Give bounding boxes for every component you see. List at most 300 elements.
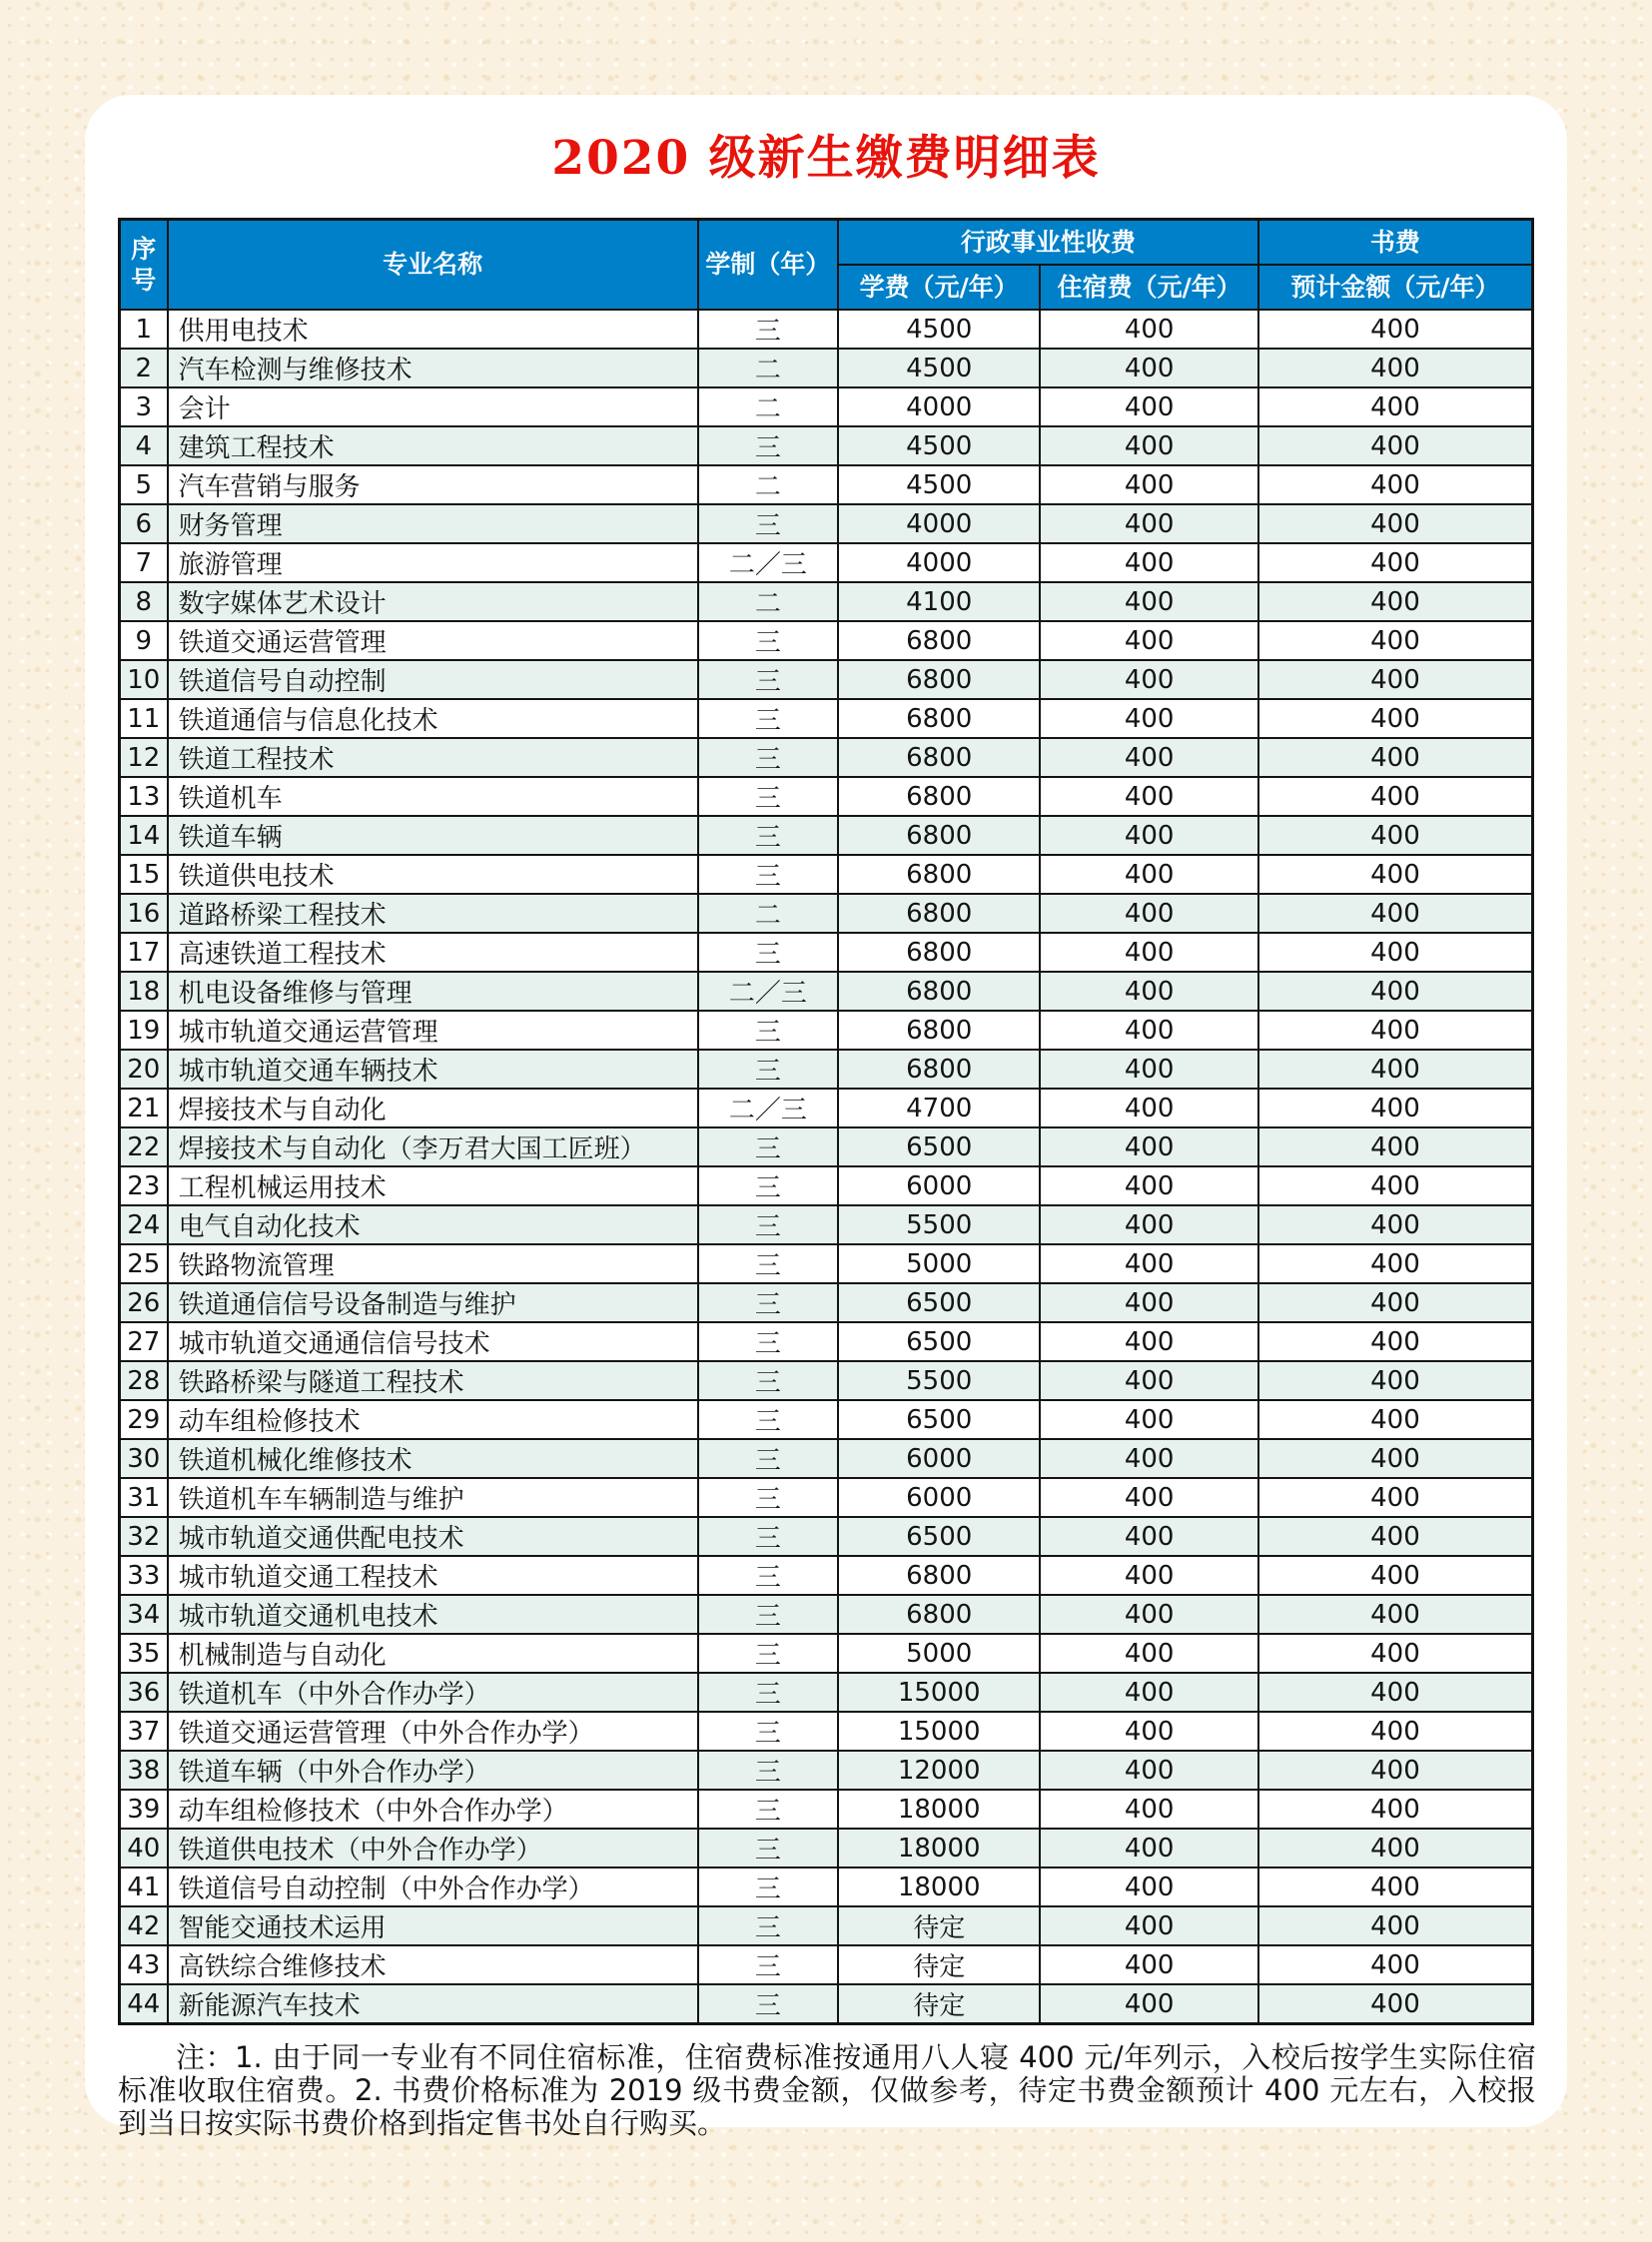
cell-duration: 三 — [698, 933, 838, 972]
cell-major: 数字媒体艺术设计 — [168, 582, 698, 621]
cell-book-estimate: 400 — [1258, 1050, 1533, 1089]
cell-duration: 三 — [698, 1984, 838, 2024]
cell-duration: 三 — [698, 1439, 838, 1478]
page-title: 2020 级新生缴费明细表 — [551, 131, 1101, 186]
cell-tuition: 6500 — [838, 1322, 1040, 1361]
cell-major: 高铁综合维修技术 — [168, 1945, 698, 1984]
cell-index: 11 — [120, 699, 168, 738]
fee-table-header — [120, 220, 1533, 311]
cell-major: 城市轨道交通供配电技术 — [168, 1517, 698, 1556]
cell-accommodation: 400 — [1040, 894, 1257, 933]
cell-book-estimate: 400 — [1258, 1673, 1533, 1712]
table-row — [120, 1361, 1533, 1400]
cell-major: 铁路物流管理 — [168, 1244, 698, 1283]
cell-index: 20 — [120, 1050, 168, 1089]
cell-tuition: 18000 — [838, 1868, 1040, 1906]
cell-book-estimate: 400 — [1258, 465, 1533, 504]
cell-index: 8 — [120, 582, 168, 621]
cell-index: 32 — [120, 1517, 168, 1556]
cell-book-estimate: 400 — [1258, 1439, 1533, 1478]
cell-index: 21 — [120, 1089, 168, 1127]
cell-duration: 三 — [698, 816, 838, 855]
cell-book-estimate: 400 — [1258, 1089, 1533, 1127]
cell-duration: 三 — [698, 1673, 838, 1712]
cell-major: 汽车检测与维修技术 — [168, 349, 698, 387]
cell-accommodation: 400 — [1040, 933, 1257, 972]
header-tuition: 学费（元/年） — [838, 265, 1040, 310]
cell-index: 16 — [120, 894, 168, 933]
table-row — [120, 1634, 1533, 1673]
cell-duration: 三 — [698, 426, 838, 465]
cell-major: 城市轨道交通机电技术 — [168, 1595, 698, 1634]
cell-index: 36 — [120, 1673, 168, 1712]
cell-accommodation: 400 — [1040, 699, 1257, 738]
cell-book-estimate: 400 — [1258, 1595, 1533, 1634]
cell-major: 会计 — [168, 387, 698, 426]
table-row — [120, 1868, 1533, 1906]
cell-major: 铁道交通运营管理 — [168, 621, 698, 660]
table-row — [120, 894, 1533, 933]
table-row — [120, 504, 1533, 543]
table-row — [120, 1595, 1533, 1634]
table-row — [120, 1790, 1533, 1829]
cell-major: 焊接技术与自动化（李万君大国工匠班） — [168, 1127, 698, 1166]
cell-tuition: 6500 — [838, 1283, 1040, 1322]
cell-duration: 三 — [698, 1751, 838, 1790]
cell-index: 1 — [120, 310, 168, 349]
cell-tuition: 6800 — [838, 816, 1040, 855]
cell-duration: 二／三 — [698, 1089, 838, 1127]
cell-major: 机电设备维修与管理 — [168, 972, 698, 1011]
cell-accommodation: 400 — [1040, 1361, 1257, 1400]
table-row — [120, 621, 1533, 660]
table-row — [120, 349, 1533, 387]
cell-index: 29 — [120, 1400, 168, 1439]
cell-major: 新能源汽车技术 — [168, 1984, 698, 2024]
cell-accommodation: 400 — [1040, 349, 1257, 387]
cell-tuition: 6000 — [838, 1439, 1040, 1478]
cell-book-estimate: 400 — [1258, 816, 1533, 855]
cell-major: 焊接技术与自动化 — [168, 1089, 698, 1127]
cell-book-estimate: 400 — [1258, 1478, 1533, 1517]
cell-accommodation: 400 — [1040, 1868, 1257, 1906]
cell-tuition: 待定 — [838, 1945, 1040, 1984]
table-row — [120, 1906, 1533, 1945]
cell-tuition: 6000 — [838, 1166, 1040, 1205]
header-admin-fee-group: 行政事业性收费 — [838, 220, 1258, 266]
cell-major: 建筑工程技术 — [168, 426, 698, 465]
cell-accommodation: 400 — [1040, 777, 1257, 816]
cell-index: 38 — [120, 1751, 168, 1790]
cell-major: 道路桥梁工程技术 — [168, 894, 698, 933]
table-row — [120, 699, 1533, 738]
cell-tuition: 4000 — [838, 543, 1040, 582]
table-row — [120, 582, 1533, 621]
cell-major: 高速铁道工程技术 — [168, 933, 698, 972]
cell-accommodation: 400 — [1040, 1556, 1257, 1595]
cell-tuition: 4500 — [838, 465, 1040, 504]
cell-book-estimate: 400 — [1258, 1868, 1533, 1906]
cell-book-estimate: 400 — [1258, 1322, 1533, 1361]
table-row — [120, 1517, 1533, 1556]
cell-book-estimate: 400 — [1258, 1244, 1533, 1283]
table-row — [120, 660, 1533, 699]
cell-accommodation: 400 — [1040, 504, 1257, 543]
cell-index: 42 — [120, 1906, 168, 1945]
cell-accommodation: 400 — [1040, 1984, 1257, 2024]
cell-book-estimate: 400 — [1258, 933, 1533, 972]
cell-tuition: 6800 — [838, 621, 1040, 660]
table-row — [120, 426, 1533, 465]
cell-index: 15 — [120, 855, 168, 894]
cell-book-estimate: 400 — [1258, 1361, 1533, 1400]
cell-tuition: 6800 — [838, 660, 1040, 699]
cell-major: 铁道车辆（中外合作办学） — [168, 1751, 698, 1790]
cell-book-estimate: 400 — [1258, 310, 1533, 349]
cell-major: 城市轨道交通通信信号技术 — [168, 1322, 698, 1361]
fee-table — [118, 218, 1534, 2025]
header-accommodation: 住宿费（元/年） — [1040, 265, 1257, 310]
cell-tuition: 6500 — [838, 1517, 1040, 1556]
cell-book-estimate: 400 — [1258, 1712, 1533, 1751]
cell-book-estimate: 400 — [1258, 349, 1533, 387]
cell-accommodation: 400 — [1040, 1283, 1257, 1322]
cell-duration: 三 — [698, 1712, 838, 1751]
cell-tuition: 5000 — [838, 1244, 1040, 1283]
cell-duration: 三 — [698, 1050, 838, 1089]
table-row — [120, 1322, 1533, 1361]
cell-book-estimate: 400 — [1258, 1011, 1533, 1050]
cell-book-estimate: 400 — [1258, 1829, 1533, 1868]
cell-index: 22 — [120, 1127, 168, 1166]
cell-accommodation: 400 — [1040, 1205, 1257, 1244]
table-row — [120, 543, 1533, 582]
cell-tuition: 15000 — [838, 1712, 1040, 1751]
cell-duration: 三 — [698, 1906, 838, 1945]
cell-index: 35 — [120, 1634, 168, 1673]
cell-index: 28 — [120, 1361, 168, 1400]
cell-accommodation: 400 — [1040, 621, 1257, 660]
cell-duration: 三 — [698, 1244, 838, 1283]
cell-duration: 三 — [698, 777, 838, 816]
cell-duration: 三 — [698, 855, 838, 894]
cell-book-estimate: 400 — [1258, 1790, 1533, 1829]
cell-index: 44 — [120, 1984, 168, 2024]
table-row — [120, 1673, 1533, 1712]
cell-book-estimate: 400 — [1258, 1400, 1533, 1439]
cell-book-estimate: 400 — [1258, 621, 1533, 660]
cell-major: 铁道信号自动控制 — [168, 660, 698, 699]
cell-tuition: 6800 — [838, 1595, 1040, 1634]
cell-tuition: 4100 — [838, 582, 1040, 621]
cell-major: 铁道机车 — [168, 777, 698, 816]
header-index: 序号 — [120, 220, 168, 311]
cell-book-estimate: 400 — [1258, 582, 1533, 621]
cell-duration: 二 — [698, 894, 838, 933]
cell-accommodation: 400 — [1040, 1439, 1257, 1478]
cell-tuition: 6000 — [838, 1478, 1040, 1517]
table-row — [120, 855, 1533, 894]
cell-tuition: 4500 — [838, 426, 1040, 465]
table-row — [120, 1050, 1533, 1089]
cell-duration: 三 — [698, 1205, 838, 1244]
cell-major: 铁道通信与信息化技术 — [168, 699, 698, 738]
table-row — [120, 310, 1533, 349]
cell-index: 19 — [120, 1011, 168, 1050]
cell-index: 26 — [120, 1283, 168, 1322]
cell-major: 铁道交通运营管理（中外合作办学） — [168, 1712, 698, 1751]
table-row — [120, 1400, 1533, 1439]
cell-major: 铁道信号自动控制（中外合作办学） — [168, 1868, 698, 1906]
cell-accommodation: 400 — [1040, 1945, 1257, 1984]
table-row — [120, 1127, 1533, 1166]
table-row — [120, 1244, 1533, 1283]
cell-index: 12 — [120, 738, 168, 777]
cell-tuition: 6500 — [838, 1400, 1040, 1439]
table-row — [120, 1166, 1533, 1205]
cell-accommodation: 400 — [1040, 1244, 1257, 1283]
cell-accommodation: 400 — [1040, 972, 1257, 1011]
cell-index: 37 — [120, 1712, 168, 1751]
cell-major: 铁道供电技术（中外合作办学） — [168, 1829, 698, 1868]
table-row — [120, 816, 1533, 855]
cell-tuition: 6800 — [838, 972, 1040, 1011]
table-row — [120, 1478, 1533, 1517]
cell-book-estimate: 400 — [1258, 426, 1533, 465]
cell-tuition: 待定 — [838, 1906, 1040, 1945]
header-major: 专业名称 — [168, 220, 698, 311]
cell-tuition: 6800 — [838, 777, 1040, 816]
cell-accommodation: 400 — [1040, 1634, 1257, 1673]
cell-major: 铁道车辆 — [168, 816, 698, 855]
cell-tuition: 6800 — [838, 738, 1040, 777]
cell-accommodation: 400 — [1040, 387, 1257, 426]
cell-major: 汽车营销与服务 — [168, 465, 698, 504]
cell-index: 6 — [120, 504, 168, 543]
cell-duration: 三 — [698, 310, 838, 349]
cell-accommodation: 400 — [1040, 1322, 1257, 1361]
cell-index: 39 — [120, 1790, 168, 1829]
cell-duration: 三 — [698, 1127, 838, 1166]
cell-accommodation: 400 — [1040, 1089, 1257, 1127]
cell-major: 铁道机车车辆制造与维护 — [168, 1478, 698, 1517]
cell-accommodation: 400 — [1040, 1751, 1257, 1790]
cell-major: 动车组检修技术（中外合作办学） — [168, 1790, 698, 1829]
cell-book-estimate: 400 — [1258, 1984, 1533, 2024]
cell-accommodation: 400 — [1040, 1829, 1257, 1868]
cell-major: 铁路桥梁与隧道工程技术 — [168, 1361, 698, 1400]
footnote: 注：1. 由于同一专业有不同住宿标准，住宿费标准按通用八人寝 400 元/年列示，入校后按学生实际住宿标准收取住宿费。2. 书费价格标准为 2019 级书费金额，仅做参考，待定书费金额预计 400 元左右，入校报到当日按实际书费价格到指定售书处自行购买。 — [118, 2040, 1536, 2140]
cell-accommodation: 400 — [1040, 465, 1257, 504]
cell-tuition: 15000 — [838, 1673, 1040, 1712]
cell-duration: 三 — [698, 1634, 838, 1673]
cell-duration: 二 — [698, 349, 838, 387]
cell-index: 5 — [120, 465, 168, 504]
cell-index: 7 — [120, 543, 168, 582]
cell-major: 铁道供电技术 — [168, 855, 698, 894]
cell-duration: 三 — [698, 1400, 838, 1439]
cell-duration: 三 — [698, 1556, 838, 1595]
cell-index: 33 — [120, 1556, 168, 1595]
cell-index: 30 — [120, 1439, 168, 1478]
cell-tuition: 6800 — [838, 933, 1040, 972]
cell-duration: 三 — [698, 1595, 838, 1634]
cell-accommodation: 400 — [1040, 660, 1257, 699]
cell-book-estimate: 400 — [1258, 1556, 1533, 1595]
cell-tuition: 12000 — [838, 1751, 1040, 1790]
cell-accommodation: 400 — [1040, 310, 1257, 349]
table-row — [120, 1011, 1533, 1050]
table-row — [120, 1089, 1533, 1127]
cell-book-estimate: 400 — [1258, 1283, 1533, 1322]
cell-tuition: 4000 — [838, 387, 1040, 426]
cell-book-estimate: 400 — [1258, 1945, 1533, 1984]
cell-tuition: 4500 — [838, 349, 1040, 387]
cell-index: 9 — [120, 621, 168, 660]
cell-tuition: 6500 — [838, 1127, 1040, 1166]
cell-index: 43 — [120, 1945, 168, 1984]
cell-duration: 三 — [698, 1011, 838, 1050]
cell-index: 31 — [120, 1478, 168, 1517]
cell-tuition: 6800 — [838, 1050, 1040, 1089]
cell-tuition: 18000 — [838, 1829, 1040, 1868]
content-card — [85, 95, 1567, 2140]
cell-major: 旅游管理 — [168, 543, 698, 582]
cell-major: 铁道工程技术 — [168, 738, 698, 777]
table-row — [120, 387, 1533, 426]
cell-index: 34 — [120, 1595, 168, 1634]
cell-tuition: 4000 — [838, 504, 1040, 543]
cell-major: 财务管理 — [168, 504, 698, 543]
cell-accommodation: 400 — [1040, 1400, 1257, 1439]
header-book-fee-group: 书费 — [1258, 220, 1533, 266]
cell-duration: 三 — [698, 1790, 838, 1829]
cell-accommodation: 400 — [1040, 855, 1257, 894]
cell-book-estimate: 400 — [1258, 1634, 1533, 1673]
cell-major: 供用电技术 — [168, 310, 698, 349]
table-row — [120, 1984, 1533, 2024]
cell-duration: 三 — [698, 1283, 838, 1322]
cell-major: 电气自动化技术 — [168, 1205, 698, 1244]
cell-index: 23 — [120, 1166, 168, 1205]
table-row — [120, 1556, 1533, 1595]
cell-tuition: 5500 — [838, 1361, 1040, 1400]
cell-major: 智能交通技术运用 — [168, 1906, 698, 1945]
cell-book-estimate: 400 — [1258, 1517, 1533, 1556]
fee-table-body — [120, 310, 1533, 2024]
cell-book-estimate: 400 — [1258, 1205, 1533, 1244]
cell-index: 13 — [120, 777, 168, 816]
cell-book-estimate: 400 — [1258, 972, 1533, 1011]
cell-tuition: 待定 — [838, 1984, 1040, 2024]
cell-accommodation: 400 — [1040, 1127, 1257, 1166]
cell-book-estimate: 400 — [1258, 504, 1533, 543]
cell-book-estimate: 400 — [1258, 1751, 1533, 1790]
cell-book-estimate: 400 — [1258, 543, 1533, 582]
cell-duration: 三 — [698, 660, 838, 699]
cell-book-estimate: 400 — [1258, 699, 1533, 738]
cell-major: 机械制造与自动化 — [168, 1634, 698, 1673]
cell-index: 41 — [120, 1868, 168, 1906]
cell-book-estimate: 400 — [1258, 855, 1533, 894]
cell-tuition: 5500 — [838, 1205, 1040, 1244]
cell-accommodation: 400 — [1040, 1166, 1257, 1205]
table-row — [120, 933, 1533, 972]
cell-book-estimate: 400 — [1258, 387, 1533, 426]
cell-index: 4 — [120, 426, 168, 465]
cell-index: 10 — [120, 660, 168, 699]
table-row — [120, 738, 1533, 777]
cell-tuition: 6800 — [838, 1011, 1040, 1050]
table-row — [120, 1829, 1533, 1868]
cell-major: 动车组检修技术 — [168, 1400, 698, 1439]
cell-duration: 三 — [698, 1868, 838, 1906]
table-row — [120, 972, 1533, 1011]
table-row — [120, 465, 1533, 504]
cell-accommodation: 400 — [1040, 1712, 1257, 1751]
table-row — [120, 777, 1533, 816]
table-row — [120, 1945, 1533, 1984]
cell-major: 铁道通信信号设备制造与维护 — [168, 1283, 698, 1322]
table-row — [120, 1283, 1533, 1322]
cell-book-estimate: 400 — [1258, 738, 1533, 777]
cell-major: 城市轨道交通工程技术 — [168, 1556, 698, 1595]
cell-duration: 三 — [698, 1945, 838, 1984]
cell-duration: 二 — [698, 465, 838, 504]
cell-accommodation: 400 — [1040, 1595, 1257, 1634]
cell-book-estimate: 400 — [1258, 1166, 1533, 1205]
cell-major: 铁道机车（中外合作办学） — [168, 1673, 698, 1712]
cell-accommodation: 400 — [1040, 426, 1257, 465]
cell-index: 3 — [120, 387, 168, 426]
cell-major: 城市轨道交通车辆技术 — [168, 1050, 698, 1089]
cell-duration: 三 — [698, 1361, 838, 1400]
cell-duration: 三 — [698, 621, 838, 660]
cell-accommodation: 400 — [1040, 1906, 1257, 1945]
cell-accommodation: 400 — [1040, 1050, 1257, 1089]
cell-accommodation: 400 — [1040, 1011, 1257, 1050]
cell-index: 25 — [120, 1244, 168, 1283]
cell-index: 24 — [120, 1205, 168, 1244]
cell-index: 40 — [120, 1829, 168, 1868]
header-duration: 学制（年） — [698, 220, 838, 311]
cell-accommodation: 400 — [1040, 1517, 1257, 1556]
cell-tuition: 18000 — [838, 1790, 1040, 1829]
cell-duration: 三 — [698, 1829, 838, 1868]
table-row — [120, 1439, 1533, 1478]
cell-index: 14 — [120, 816, 168, 855]
header-book-estimate: 预计金额（元/年） — [1258, 265, 1533, 310]
cell-book-estimate: 400 — [1258, 1127, 1533, 1166]
cell-accommodation: 400 — [1040, 543, 1257, 582]
cell-duration: 三 — [698, 699, 838, 738]
cell-index: 18 — [120, 972, 168, 1011]
cell-duration: 三 — [698, 738, 838, 777]
cell-duration: 三 — [698, 1478, 838, 1517]
cell-duration: 二 — [698, 387, 838, 426]
cell-book-estimate: 400 — [1258, 894, 1533, 933]
cell-major: 工程机械运用技术 — [168, 1166, 698, 1205]
cell-accommodation: 400 — [1040, 738, 1257, 777]
cell-book-estimate: 400 — [1258, 660, 1533, 699]
cell-duration: 二／三 — [698, 972, 838, 1011]
cell-duration: 三 — [698, 1166, 838, 1205]
table-row — [120, 1751, 1533, 1790]
cell-book-estimate: 400 — [1258, 777, 1533, 816]
cell-index: 2 — [120, 349, 168, 387]
cell-tuition: 6800 — [838, 894, 1040, 933]
cell-tuition: 6800 — [838, 855, 1040, 894]
